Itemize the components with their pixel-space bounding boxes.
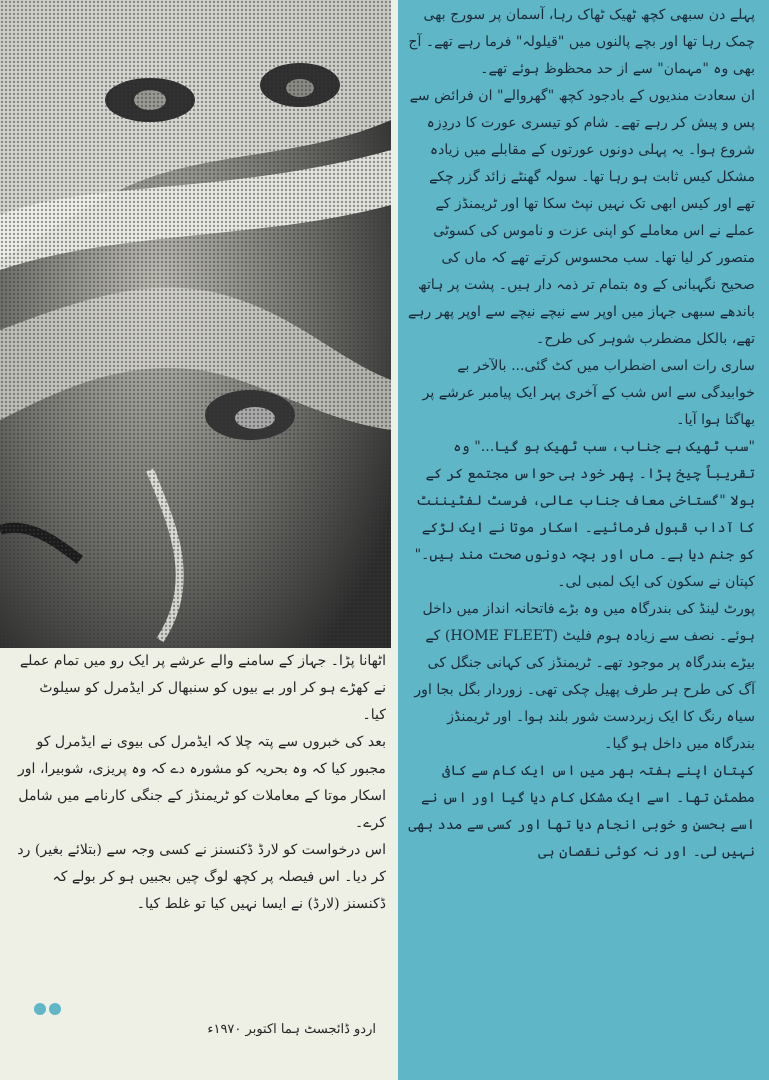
paragraph: کپتان اپنے ہفتہ بھر میں اس ایک کام سے کافی مطمئن تھا۔ اسے ایک مشکل کام دیا گیا اور اس نے اسے بحسن و خوبی انجام دیا تھا اور کسی سے مدد بھی نہیں لی۔ اور نہ کوئی نقصان ہی: [408, 763, 755, 860]
page-footer: اردو ڈائجسٹ ہما اکتوبر ۱۹۷۰ء: [207, 1022, 376, 1037]
paragraph: ان سعادت مندیوں کے بادجود کچھ "گھروالے" ان فرائض سے پس و پیش کر رہے تھے۔ شام کو تیسری عورت کا دردِزہ شروع ہوا۔ یہ پہلی دونوں عورتوں کے مقابلے میں زیادہ مشکل کیس ثابت ہو رہا تھا۔ سولہ گھنٹے زائد گزر چکے تھے اور کیس ابھی تک نہیں نپٹ سکا تھا اور ٹریمنڈز کے عملے نے اس معاملے کو اپنی عزت و ناموس کی کسوٹی متصور کر لیا تھا۔ سب محسوس کرتے تھے کہ ماں کی صحیح نگہبانی کے وہ بتمام تر ذمہ دار ہیں۔ پشت پر ہاتھ باندھے سبھی جہاز میں اوپر سے نیچے نیچے سے اوپر پھر رہے تھے، بالکل مضطرب شوہر کی طرح۔: [408, 88, 755, 347]
paragraph: پورٹ لینڈ کی بندرگاہ میں وہ بڑے فاتحانہ انداز میں داخل ہوئے۔ نصف سے زیادہ ہوم فلیٹ (HOME FLEET) کے بیڑے بندرگاہ پر موجود تھے۔ ٹریمنڈز کی کہانی جنگل کی آگ کی طرح ہر طرف پھیل چکی تھی۔ زوردار بگل بجا اور سیاہ رنگ کا ایک زبردست شور بلند ہوا۔ اور ٹریمنڈز بندرگاہ میں داخل ہو گیا۔: [414, 601, 755, 752]
paragraph: کپتان نے سکون کی ایک لمبی لی۔: [557, 574, 755, 590]
paragraph: ساری رات اسی اضطراب میں کٹ گئی... بالآخر بے خوابیدگی سے اس شب کے آخری پہر ایک پیامبر عرشے پر بھاگتا ہوا آیا۔: [422, 358, 755, 428]
paragraph: اٹھانا پڑا۔ جہاز کے سامنے والے عرشے پر ایک رو میں تمام عملے نے کھڑے ہو کر اور بے بیوں کو سنبھال کر ایڈمرل کو سیلوٹ کیا۔: [19, 653, 386, 723]
photo-face-image: [0, 0, 391, 648]
article-left-column: [16, 648, 386, 1068]
paragraph: اس درخواست کو لارڈ ڈکنسنز نے کسی وجہ سے (بتلائے بغیر) رد کر دیا۔ اس فیصلہ پر کچھ لوگ چیں بجبیں ہو کر بولے کہ ڈکنسنز (لارڈ) نے ایسا نہیں کیا تو غلط کیا۔: [17, 842, 386, 912]
paragraph: "سب ٹھیک ہے جناب، سب ٹھیک ہو گیا..." وہ تقریباً چیخ پڑا۔ پھر خود ہی حواس مجتمع کر کے بولا "گستاخی معاف جناب عالی، فرسٹ لفٹیننٹ کا آداب قبول فرمائیے۔ اسکار موتا نے ایک لڑکے کو جنم دیا ہے۔ ماں اور بچہ دونوں صحت مند ہیں۔": [414, 439, 755, 563]
end-mark-dot: [49, 1003, 61, 1015]
article-right-column: [398, 0, 769, 1080]
end-mark-dot: [34, 1003, 46, 1015]
paragraph: بعد کی خبروں سے پتہ چلا کہ ایڈمرل کی بیوی نے ایڈمرل کو مجبور کیا کہ وہ بحریہ کو مشورہ دے کہ وہ پریزی، شوبیرا، اور اسکار موتا کے معاملات کو ٹریمنڈز کے جنگی کارنامے میں شامل کرے۔: [17, 734, 386, 831]
end-mark-dots: [34, 1000, 64, 1019]
paragraph: پہلے دن سبھی کچھ ٹھیک ٹھاک رہا، آسمان پر سورج بھی چمک رہا تھا اور بچے پالنوں میں "قیلولہ" فرما رہے تھے۔ آج بھی وہ "مہمان" سے از حد محظوظ ہوئے تھے۔: [408, 7, 755, 77]
halftone-photo: [0, 0, 391, 648]
